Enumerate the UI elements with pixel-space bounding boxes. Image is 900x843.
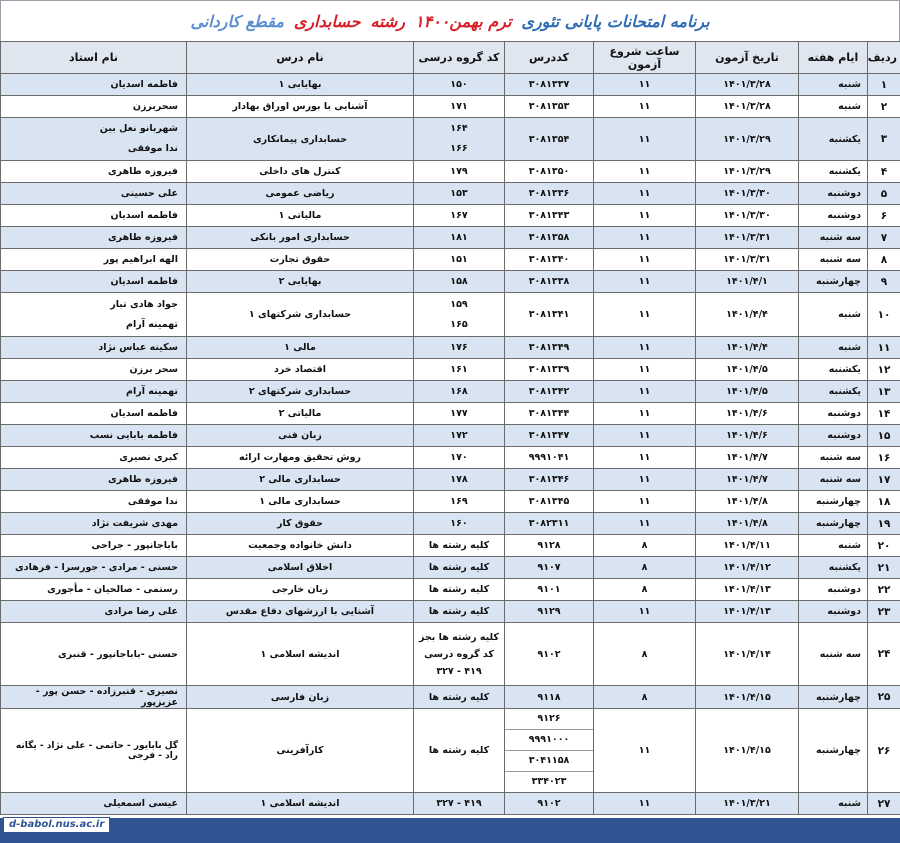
day-cell: یکشنبه — [799, 359, 868, 381]
table-row — [1, 513, 900, 535]
title-part-1: برنامه امتحانات پایانی تئوری — [521, 11, 710, 31]
time-cell: ۱۱ — [594, 161, 696, 183]
date-cell: ۱۴۰۱/۴/۱۳ — [696, 579, 799, 601]
table-row — [1, 686, 900, 709]
code-line: ۳۰۴۱۱۵۸ — [505, 750, 593, 771]
radif-cell: ۱۷ — [868, 469, 900, 491]
day-cell: سه شنبه — [799, 227, 868, 249]
code-cell: ۳۰۸۱۳۵۳ — [505, 96, 594, 118]
code-line: ۳۳۴۰۲۳ — [505, 771, 593, 792]
table-row — [1, 249, 900, 271]
radif-cell: ۱۵ — [868, 425, 900, 447]
table-row — [1, 425, 900, 447]
time-cell: ۸ — [594, 535, 696, 557]
teacher-cell: فاطمه اسدیان — [1, 74, 187, 96]
time-cell: ۱۱ — [594, 118, 696, 161]
header-radif: ردیف — [868, 42, 900, 74]
table-row — [1, 601, 900, 623]
course-cell: مالیاتی ۱ — [187, 205, 414, 227]
date-cell: ۱۴۰۱/۴/۱۱ — [696, 535, 799, 557]
time-cell: ۱۱ — [594, 601, 696, 623]
title-part-2: ترم بهمن۱۴۰۰ — [415, 11, 512, 31]
time-cell: ۱۱ — [594, 709, 696, 793]
title-part-4: حسابداری — [293, 11, 361, 31]
code-cell: ۳۰۸۱۳۴۳ — [505, 205, 594, 227]
radif-cell: ۵ — [868, 183, 900, 205]
code-cell: ۳۰۸۱۳۴۱ — [505, 293, 594, 337]
time-cell: ۱۱ — [594, 74, 696, 96]
radif-cell: ۲۷ — [868, 793, 900, 815]
group-cell: ۱۷۹ — [414, 161, 505, 183]
code-cell: ۳۰۸۱۳۴۴ — [505, 403, 594, 425]
radif-cell: ۲۱ — [868, 557, 900, 579]
date-cell: ۱۴۰۱/۴/۵ — [696, 381, 799, 403]
day-cell: دوشنبه — [799, 601, 868, 623]
date-cell: ۱۴۰۱/۴/۱ — [696, 271, 799, 293]
day-cell: شنبه — [799, 293, 868, 337]
course-cell: حقوق تجارت — [187, 249, 414, 271]
day-cell: دوشنبه — [799, 425, 868, 447]
teacher-cell: کبری نصیری — [1, 447, 187, 469]
code-line: ۹۹۹۱۰۰۰ — [505, 729, 593, 750]
code-cell: ۹۹۹۱۰۴۱ — [505, 447, 594, 469]
date-cell: ۱۴۰۱/۳/۳۰ — [696, 205, 799, 227]
course-cell: حسابداری مالی ۲ — [187, 469, 414, 491]
teacher-cell: باباجانپور - جراحی — [1, 535, 187, 557]
time-cell: ۱۱ — [594, 293, 696, 337]
time-cell: ۱۱ — [594, 271, 696, 293]
radif-cell: ۷ — [868, 227, 900, 249]
teacher-cell: سحر برزن — [1, 359, 187, 381]
course-cell: زبان خارجی — [187, 579, 414, 601]
teacher-cell: گل بابایور - حاتمی - علی نژاد - یگانه راد - فرجی — [1, 709, 187, 793]
table-row — [1, 205, 900, 227]
teacher-cell: علی رضا مرادی — [1, 601, 187, 623]
group-cell — [414, 293, 505, 337]
time-cell: ۱۱ — [594, 513, 696, 535]
table-row — [1, 227, 900, 249]
course-cell: زبان فارسی — [187, 686, 414, 709]
table-row — [1, 535, 900, 557]
teacher-cell: مهدی شریفت نژاد — [1, 513, 187, 535]
time-cell: ۱۱ — [594, 96, 696, 118]
time-cell: ۱۱ — [594, 403, 696, 425]
day-cell: سه شنبه — [799, 623, 868, 686]
course-cell: زبان فنی — [187, 425, 414, 447]
radif-cell: ۱۳ — [868, 381, 900, 403]
code-cell: ۳۰۸۲۳۱۱ — [505, 513, 594, 535]
time-cell: ۸ — [594, 557, 696, 579]
radif-cell: ۱۲ — [868, 359, 900, 381]
course-cell: دانش خانواده وجمعیت — [187, 535, 414, 557]
group-cell: کلیه رشته ها — [414, 535, 505, 557]
group-cell: کلیه رشته ها — [414, 579, 505, 601]
course-cell: بهایابی ۲ — [187, 271, 414, 293]
day-cell: یکشنبه — [799, 161, 868, 183]
date-cell: ۱۴۰۱/۳/۲۸ — [696, 74, 799, 96]
course-cell: آشنایی با ارزشهای دفاع مقدس — [187, 601, 414, 623]
teacher-cell: فاطمه اسدیان — [1, 271, 187, 293]
table-row — [1, 337, 900, 359]
group-cell: ۴۱۹ - ۳۲۷ — [414, 793, 505, 815]
date-cell: ۱۴۰۱/۳/۲۸ — [696, 96, 799, 118]
table-row — [1, 469, 900, 491]
title-part-5: مقطع کاردانی — [190, 11, 284, 31]
group-line: ۱۵۹ — [450, 298, 468, 310]
course-cell: اندیشه اسلامی ۱ — [187, 793, 414, 815]
code-cell: ۳۰۸۱۳۵۰ — [505, 161, 594, 183]
time-cell: ۱۱ — [594, 359, 696, 381]
date-cell: ۱۴۰۱/۴/۶ — [696, 425, 799, 447]
group-cell: کلیه رشته ها — [414, 686, 505, 709]
code-cell: ۹۱۰۷ — [505, 557, 594, 579]
date-cell: ۱۴۰۱/۴/۱۲ — [696, 557, 799, 579]
day-cell: چهارشنبه — [799, 513, 868, 535]
code-cell — [505, 709, 594, 793]
radif-cell: ۱۰ — [868, 293, 900, 337]
group-cell: ۱۵۸ — [414, 271, 505, 293]
day-cell: شنبه — [799, 535, 868, 557]
teacher-cell — [1, 293, 187, 337]
header-group: کد گروه درسی — [414, 42, 505, 74]
table-row — [1, 183, 900, 205]
date-cell: ۱۴۰۱/۴/۱۳ — [696, 601, 799, 623]
radif-cell: ۱۸ — [868, 491, 900, 513]
group-cell: کلیه رشته ها — [414, 709, 505, 793]
course-cell: اخلاق اسلامی — [187, 557, 414, 579]
group-cell: کلیه رشته ها — [414, 601, 505, 623]
table-row — [1, 579, 900, 601]
day-cell: سه شنبه — [799, 469, 868, 491]
table-row — [1, 447, 900, 469]
code-cell: ۳۰۸۱۳۴۲ — [505, 381, 594, 403]
code-cell: ۳۰۸۱۳۴۶ — [505, 469, 594, 491]
header-date: تاریخ آزمون — [696, 42, 799, 74]
date-cell: ۱۴۰۱/۴/۴ — [696, 293, 799, 337]
teacher-cell: سکینه عباس نژاد — [1, 337, 187, 359]
table-row — [1, 161, 900, 183]
teacher-cell — [1, 118, 187, 161]
code-cell: ۹۱۰۲ — [505, 623, 594, 686]
teacher-cell: الهه ابراهیم پور — [1, 249, 187, 271]
date-cell: ۱۴۰۱/۴/۸ — [696, 513, 799, 535]
time-cell: ۱۱ — [594, 469, 696, 491]
table-row — [1, 793, 900, 815]
teacher-cell: عیسی اسمعیلی — [1, 793, 187, 815]
group-cell: ۱۷۲ — [414, 425, 505, 447]
code-cell: ۳۰۸۱۳۳۸ — [505, 271, 594, 293]
teacher-cell: فاطمه اسدیان — [1, 205, 187, 227]
code-cell: ۳۰۸۱۳۳۷ — [505, 74, 594, 96]
group-line: کد گروه درسی — [424, 648, 494, 660]
radif-cell: ۱۱ — [868, 337, 900, 359]
day-cell: چهارشنبه — [799, 491, 868, 513]
radif-cell: ۱۴ — [868, 403, 900, 425]
day-cell: سه شنبه — [799, 249, 868, 271]
time-cell: ۸ — [594, 579, 696, 601]
teacher-cell: فیروزه طاهری — [1, 227, 187, 249]
date-cell: ۱۴۰۱/۴/۱۵ — [696, 686, 799, 709]
course-cell: بهایابی ۱ — [187, 74, 414, 96]
header-course: نام درس — [187, 42, 414, 74]
group-cell: ۱۶۱ — [414, 359, 505, 381]
group-cell: ۱۷۱ — [414, 96, 505, 118]
course-cell: کنترل های داخلی — [187, 161, 414, 183]
course-cell: روش تحقیق ومهارت ارائه — [187, 447, 414, 469]
date-cell: ۱۴۰۱/۴/۵ — [696, 359, 799, 381]
header-day: ایام هفته — [799, 42, 868, 74]
date-cell: ۱۴۰۱/۳/۳۰ — [696, 183, 799, 205]
teacher-cell: رستمی - صالحیان - مأجوری — [1, 579, 187, 601]
time-cell: ۱۱ — [594, 491, 696, 513]
course-cell: ریاضی عمومی — [187, 183, 414, 205]
table-row — [1, 74, 900, 96]
group-cell: ۱۵۳ — [414, 183, 505, 205]
table-row — [1, 709, 900, 793]
code-cell: ۳۰۸۱۳۳۹ — [505, 359, 594, 381]
code-cell: ۳۰۸۱۳۵۸ — [505, 227, 594, 249]
code-cell: ۳۰۸۱۳۴۰ — [505, 249, 594, 271]
day-cell: دوشنبه — [799, 403, 868, 425]
date-cell: ۱۴۰۱/۴/۴ — [696, 337, 799, 359]
course-cell: حسابداری پیمانکاری — [187, 118, 414, 161]
date-cell: ۱۴۰۱/۴/۷ — [696, 469, 799, 491]
teacher-cell: حسنی -باباجانپور - قنبری — [1, 623, 187, 686]
group-cell: ۱۵۰ — [414, 74, 505, 96]
code-line: ۹۱۲۶ — [537, 713, 561, 724]
day-cell: شنبه — [799, 96, 868, 118]
code-cell: ۳۰۸۱۳۵۴ — [505, 118, 594, 161]
teacher-line: جواد هادی تبار — [110, 298, 178, 310]
day-cell: سه شنبه — [799, 447, 868, 469]
teacher-cell: علی حسینی — [1, 183, 187, 205]
date-cell: ۱۴۰۱/۳/۳۱ — [696, 227, 799, 249]
day-cell: چهارشنبه — [799, 271, 868, 293]
group-cell: ۱۶۹ — [414, 491, 505, 513]
code-cell: ۹۱۲۸ — [505, 535, 594, 557]
title-part-3: رشته — [370, 11, 406, 31]
table-row — [1, 359, 900, 381]
teacher-line: ندا موفقی — [127, 143, 178, 154]
time-cell: ۱۱ — [594, 337, 696, 359]
radif-cell: ۱۶ — [868, 447, 900, 469]
course-cell: حسابداری شرکتهای ۱ — [187, 293, 414, 337]
teacher-cell: سحربرزن — [1, 96, 187, 118]
header-teacher: نام استاد — [1, 42, 187, 74]
group-cell: کلیه رشته ها — [414, 557, 505, 579]
date-cell: ۱۴۰۱/۳/۲۱ — [696, 793, 799, 815]
date-cell: ۱۴۰۱/۳/۲۹ — [696, 118, 799, 161]
course-cell: حقوق کار — [187, 513, 414, 535]
teacher-cell: تهمینه آرام — [1, 381, 187, 403]
day-cell: یکشنبه — [799, 557, 868, 579]
table-row — [1, 557, 900, 579]
time-cell: ۸ — [594, 686, 696, 709]
radif-cell: ۲ — [868, 96, 900, 118]
day-cell: یکشنبه — [799, 118, 868, 161]
group-cell: ۱۷۶ — [414, 337, 505, 359]
date-cell: ۱۴۰۱/۳/۲۹ — [696, 161, 799, 183]
table-row — [1, 403, 900, 425]
time-cell: ۱۱ — [594, 381, 696, 403]
time-cell: ۱۱ — [594, 425, 696, 447]
group-cell: ۱۵۱ — [414, 249, 505, 271]
radif-cell: ۱۹ — [868, 513, 900, 535]
group-cell — [414, 623, 505, 686]
group-cell: ۱۶۰ — [414, 513, 505, 535]
table-row — [1, 623, 900, 686]
table-header-row — [1, 42, 900, 74]
teacher-cell: فیروزه طاهری — [1, 161, 187, 183]
header-code: کددرس — [505, 42, 594, 74]
group-cell: ۱۶۷ — [414, 205, 505, 227]
day-cell: یکشنبه — [799, 381, 868, 403]
group-cell: ۱۷۰ — [414, 447, 505, 469]
radif-cell: ۹ — [868, 271, 900, 293]
day-cell: شنبه — [799, 793, 868, 815]
radif-cell: ۲۳ — [868, 601, 900, 623]
teacher-line: تهمینه آرام — [126, 318, 178, 330]
time-cell: ۱۱ — [594, 249, 696, 271]
footer-url-watermark: d-babol.nus.ac.ir — [3, 817, 110, 833]
radif-cell: ۱ — [868, 74, 900, 96]
time-cell: ۸ — [594, 623, 696, 686]
group-cell: ۱۷۷ — [414, 403, 505, 425]
table-row — [1, 491, 900, 513]
day-cell: شنبه — [799, 74, 868, 96]
group-line: ۱۶۴ — [450, 123, 468, 134]
course-cell: حسابداری امور بانکی — [187, 227, 414, 249]
teacher-cell: نصیری - قنبرزاده - حسن پور - عزیزپور — [1, 686, 187, 709]
course-cell: کارآفرینی — [187, 709, 414, 793]
radif-cell: ۴ — [868, 161, 900, 183]
radif-cell: ۲۵ — [868, 686, 900, 709]
header-time: ساعت شروع آزمون — [594, 42, 696, 74]
radif-cell: ۳ — [868, 118, 900, 161]
teacher-line: شهربانو نعل بین — [99, 123, 178, 134]
group-line: ۱۶۶ — [450, 143, 468, 154]
radif-cell: ۲۴ — [868, 623, 900, 686]
teacher-cell: فاطمه بابایی نسب — [1, 425, 187, 447]
table-row — [1, 118, 900, 161]
table-row — [1, 381, 900, 403]
code-cell: ۳۰۸۱۳۴۷ — [505, 425, 594, 447]
time-cell: ۱۱ — [594, 793, 696, 815]
day-cell: شنبه — [799, 337, 868, 359]
date-cell: ۱۴۰۱/۴/۱۴ — [696, 623, 799, 686]
table-row — [1, 96, 900, 118]
teacher-cell: ندا موفقی — [1, 491, 187, 513]
time-cell: ۱۱ — [594, 447, 696, 469]
day-cell: چهارشنبه — [799, 686, 868, 709]
time-cell: ۱۱ — [594, 183, 696, 205]
code-cell: ۳۰۸۱۳۴۵ — [505, 491, 594, 513]
radif-cell: ۲۶ — [868, 709, 900, 793]
time-cell: ۱۱ — [594, 227, 696, 249]
radif-cell: ۲۲ — [868, 579, 900, 601]
course-cell: مالیاتی ۲ — [187, 403, 414, 425]
date-cell: ۱۴۰۱/۴/۶ — [696, 403, 799, 425]
radif-cell: ۸ — [868, 249, 900, 271]
code-cell: ۹۱۰۲ — [505, 793, 594, 815]
group-cell: ۱۸۱ — [414, 227, 505, 249]
time-cell: ۱۱ — [594, 205, 696, 227]
group-cell: ۱۷۸ — [414, 469, 505, 491]
page-title — [0, 0, 900, 42]
code-cell: ۹۱۲۹ — [505, 601, 594, 623]
teacher-cell: فیروزه طاهری — [1, 469, 187, 491]
table-row — [1, 271, 900, 293]
course-cell: اقتصاد خرد — [187, 359, 414, 381]
group-line: ۴۱۹ - ۳۲۷ — [436, 665, 482, 677]
day-cell: چهارشنبه — [799, 709, 868, 793]
table-row — [1, 293, 900, 337]
course-cell: حسابداری مالی ۱ — [187, 491, 414, 513]
day-cell: دوشنبه — [799, 183, 868, 205]
footer-bar — [0, 818, 900, 843]
group-line: کلیه رشته ها بجز — [419, 631, 499, 643]
date-cell: ۱۴۰۱/۴/۸ — [696, 491, 799, 513]
teacher-cell: فاطمه اسدیان — [1, 403, 187, 425]
course-cell: آشنایی با بورس اوراق بهادار — [187, 96, 414, 118]
code-cell: ۳۰۸۱۳۴۹ — [505, 337, 594, 359]
course-cell: اندیشه اسلامی ۱ — [187, 623, 414, 686]
code-cell: ۳۰۸۱۳۳۶ — [505, 183, 594, 205]
group-cell — [414, 118, 505, 161]
radif-cell: ۲۰ — [868, 535, 900, 557]
date-cell: ۱۴۰۱/۴/۱۵ — [696, 709, 799, 793]
code-cell: ۹۱۱۸ — [505, 686, 594, 709]
date-cell: ۱۴۰۱/۴/۷ — [696, 447, 799, 469]
code-cell: ۹۱۰۱ — [505, 579, 594, 601]
group-cell: ۱۶۸ — [414, 381, 505, 403]
date-cell: ۱۴۰۱/۳/۳۱ — [696, 249, 799, 271]
exam-schedule-table — [0, 41, 900, 815]
teacher-cell: حسنی - مرادی - جورسرا - فرهادی — [1, 557, 187, 579]
course-cell: حسابداری شرکتهای ۲ — [187, 381, 414, 403]
day-cell: دوشنبه — [799, 205, 868, 227]
day-cell: دوشنبه — [799, 579, 868, 601]
course-cell: مالی ۱ — [187, 337, 414, 359]
group-line: ۱۶۵ — [450, 318, 468, 330]
radif-cell: ۶ — [868, 205, 900, 227]
